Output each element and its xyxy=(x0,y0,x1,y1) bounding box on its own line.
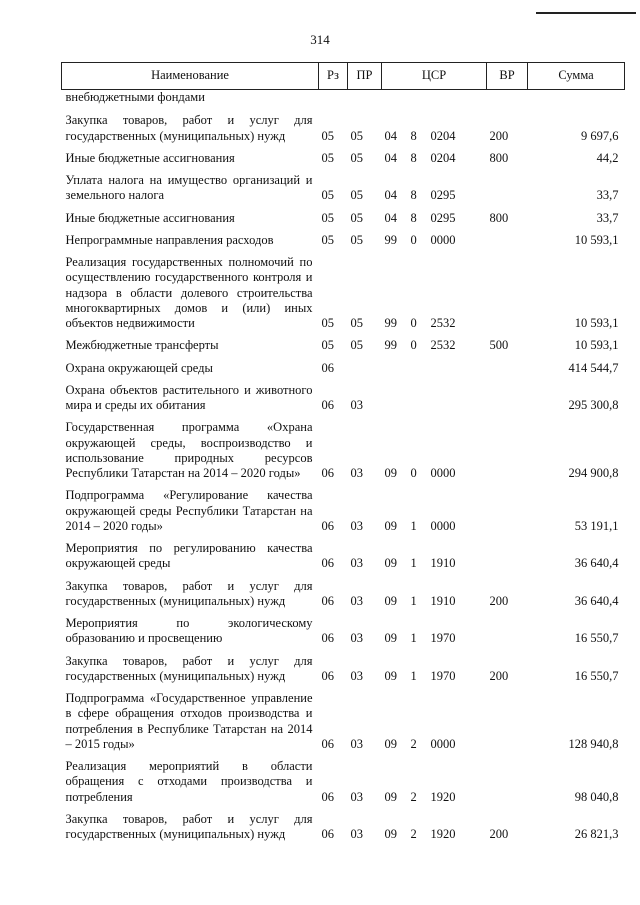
cell-csr-subprogram: 2 xyxy=(410,789,417,804)
cell-csr-direction: 1970 xyxy=(430,668,456,683)
cell-rz: 05 xyxy=(321,232,334,247)
cell-sum: 128 940,8 xyxy=(568,736,619,751)
cell-csr-program: 09 xyxy=(384,593,397,608)
cell-csr-direction: 0295 xyxy=(430,210,456,225)
table-row xyxy=(62,611,625,649)
cell-csr-program: 04 xyxy=(384,210,397,225)
cell-name: Закупка товаров, работ и услуг для государственных (муниципальных) нужд xyxy=(65,653,313,683)
cell-name: Непрограммные направления расходов xyxy=(65,232,274,247)
cell-csr-subprogram: 8 xyxy=(410,128,417,143)
cell-name: Мероприятия по экологическому образованию и просвещению xyxy=(65,616,313,646)
table-row xyxy=(62,686,625,754)
table-row xyxy=(62,108,625,146)
cell-vr: 200 xyxy=(489,668,509,683)
table-row xyxy=(62,206,625,228)
cell-csr-direction xyxy=(428,356,487,378)
cell-csr-direction: 1970 xyxy=(430,631,456,646)
cell-csr-direction: 1920 xyxy=(430,827,456,841)
table-row xyxy=(62,649,625,687)
cell-csr-direction: 1910 xyxy=(430,593,456,608)
cell-vr xyxy=(487,90,528,109)
cell-name: Охрана объектов растительного и животного мира и среды их обитания xyxy=(65,382,313,412)
cell-csr-direction xyxy=(428,378,487,416)
table-row xyxy=(62,250,625,333)
cell-vr xyxy=(487,611,528,649)
page-number: 314 xyxy=(310,32,330,47)
cell-vr xyxy=(487,754,528,807)
cell-pr: 03 xyxy=(350,668,363,683)
cell-vr: 800 xyxy=(489,210,509,225)
cell-sum: 295 300,8 xyxy=(568,398,619,412)
cell-pr: 05 xyxy=(350,128,363,143)
cell-csr-subprogram xyxy=(408,356,428,378)
cell-csr-program: 99 xyxy=(384,232,397,247)
cell-csr-subprogram: 8 xyxy=(410,150,417,165)
cell-rz: 05 xyxy=(321,210,334,225)
cell-rz: 06 xyxy=(321,518,334,533)
cell-sum: 10 593,1 xyxy=(574,232,619,247)
cell-vr: 200 xyxy=(489,128,509,143)
cell-csr-subprogram: 8 xyxy=(410,188,417,203)
cell-csr-subprogram xyxy=(408,90,428,109)
cell-csr-program: 09 xyxy=(384,556,397,571)
header-rz: Рз xyxy=(319,63,348,90)
cell-csr-subprogram: 1 xyxy=(410,631,417,646)
cell-vr xyxy=(487,415,528,483)
cell-csr-program: 04 xyxy=(384,128,397,143)
table-row xyxy=(62,228,625,250)
cell-csr-program xyxy=(382,356,408,378)
cell-csr-direction: 1910 xyxy=(430,556,456,571)
table-row xyxy=(62,168,625,206)
cell-csr-subprogram: 0 xyxy=(410,466,417,480)
header-pr: ПР xyxy=(348,63,382,90)
table-row xyxy=(62,415,625,483)
cell-name: Закупка товаров, работ и услуг для государственных (муниципальных) нужд xyxy=(65,578,313,608)
cell-sum: 16 550,7 xyxy=(574,631,619,646)
cell-pr: 03 xyxy=(350,466,363,480)
cell-pr: 03 xyxy=(350,789,363,804)
header-sum: Сумма xyxy=(528,63,625,90)
cell-csr-direction: 2532 xyxy=(430,316,456,330)
cell-name: Реализация государственных полномочий по осуществлению государственного контроля и надзора в области долевого строительства многоквартирных домов и (или) иных объектов недвижимости xyxy=(65,255,313,330)
cell-pr: 03 xyxy=(350,827,363,841)
cell-csr-direction: 0000 xyxy=(430,466,456,480)
cell-csr-program: 09 xyxy=(384,789,397,804)
table-row xyxy=(62,378,625,416)
header-name: Наименование xyxy=(62,63,319,90)
table-row xyxy=(62,356,625,378)
cell-sum: 33,7 xyxy=(596,210,619,225)
cell-csr-subprogram: 0 xyxy=(410,316,417,330)
cell-csr-program: 09 xyxy=(384,466,397,480)
cell-csr-subprogram: 0 xyxy=(410,338,417,353)
cell-rz: 06 xyxy=(321,556,334,571)
cell-csr-direction xyxy=(428,90,487,109)
cell-sum: 53 191,1 xyxy=(574,518,619,533)
top-rule xyxy=(536,12,636,14)
table-header-row xyxy=(62,63,625,90)
cell-name: Закупка товаров, работ и услуг для государственных (муниципальных) нужд xyxy=(65,113,313,143)
cell-pr: 03 xyxy=(350,518,363,533)
cell-rz: 06 xyxy=(321,466,334,480)
cell-pr: 03 xyxy=(350,398,363,412)
table-row xyxy=(62,574,625,612)
cell-pr: 03 xyxy=(350,631,363,646)
cell-pr: 03 xyxy=(350,736,363,751)
table-row xyxy=(62,90,625,109)
cell-csr-direction: 0204 xyxy=(430,128,456,143)
cell-csr-program: 09 xyxy=(384,518,397,533)
cell-sum: 414 544,7 xyxy=(568,360,619,375)
cell-pr: 05 xyxy=(350,150,363,165)
cell-vr xyxy=(487,250,528,333)
cell-vr xyxy=(487,356,528,378)
cell-vr: 800 xyxy=(489,150,509,165)
cell-sum: 98 040,8 xyxy=(574,789,619,804)
cell-csr-subprogram: 1 xyxy=(410,518,417,533)
cell-csr-program: 09 xyxy=(384,668,397,683)
cell-csr-program xyxy=(382,90,408,109)
cell-csr-direction: 0295 xyxy=(430,188,456,203)
cell-csr-program xyxy=(382,378,408,416)
cell-csr-direction: 2532 xyxy=(430,338,456,353)
cell-rz: 05 xyxy=(321,188,334,203)
cell-pr: 05 xyxy=(350,188,363,203)
cell-sum: 10 593,1 xyxy=(574,338,619,353)
cell-sum: 9 697,6 xyxy=(581,128,619,143)
cell-pr: 05 xyxy=(350,210,363,225)
cell-name: Иные бюджетные ассигнования xyxy=(65,150,235,165)
cell-csr-program: 04 xyxy=(384,150,397,165)
cell-sum: 294 900,8 xyxy=(568,466,619,480)
cell-vr xyxy=(487,686,528,754)
cell-sum: 33,7 xyxy=(596,188,619,203)
cell-rz: 05 xyxy=(321,150,334,165)
cell-name: Подпрограмма «Регулирование качества окружающей среды Республики Татарстан на 2014 – 2020 годы» xyxy=(65,488,313,533)
cell-csr-program: 09 xyxy=(384,736,397,751)
budget-table xyxy=(61,62,625,844)
cell-rz: 05 xyxy=(321,338,334,353)
cell-name: Межбюджетные трансферты xyxy=(65,338,219,353)
cell-csr-subprogram: 1 xyxy=(410,668,417,683)
cell-csr-subprogram xyxy=(408,378,428,416)
cell-sum: 16 550,7 xyxy=(574,668,619,683)
cell-csr-subprogram: 2 xyxy=(410,736,417,751)
cell-name: Уплата налога на имущество организаций и земельного налога xyxy=(65,173,313,203)
cell-rz: 06 xyxy=(321,668,334,683)
table-row xyxy=(62,146,625,168)
cell-vr xyxy=(487,168,528,206)
table-row xyxy=(62,483,625,536)
cell-rz: 05 xyxy=(321,128,334,143)
cell-name: Государственная программа «Охрана окружающей среды, воспроизводство и использование природных ресурсов Республики Татарстан на 2014 – 2020 годы» xyxy=(65,420,313,480)
cell-csr-direction: 1920 xyxy=(430,789,456,804)
cell-pr xyxy=(348,90,382,109)
cell-csr-subprogram: 2 xyxy=(410,827,417,841)
cell-vr: 200 xyxy=(489,593,509,608)
cell-csr-direction: 0000 xyxy=(430,518,456,533)
cell-sum: 36 640,4 xyxy=(574,556,619,571)
cell-pr xyxy=(348,356,382,378)
table-row xyxy=(62,333,625,355)
header-csr: ЦСР xyxy=(382,63,487,90)
cell-name: Иные бюджетные ассигнования xyxy=(65,210,235,225)
cell-csr-direction: 0000 xyxy=(430,232,456,247)
table-body xyxy=(62,90,625,845)
cell-name: Закупка товаров, работ и услуг для государственных (муниципальных) нужд xyxy=(65,811,313,841)
cell-sum: 36 640,4 xyxy=(574,593,619,608)
cell-csr-program: 09 xyxy=(384,827,397,841)
cell-name: Охрана окружающей среды xyxy=(65,360,213,375)
cell-csr-subprogram: 8 xyxy=(410,210,417,225)
table-row xyxy=(62,536,625,574)
cell-sum: 44,2 xyxy=(596,150,619,165)
cell-pr: 05 xyxy=(350,316,363,330)
cell-rz: 05 xyxy=(321,316,334,330)
cell-csr-direction: 0204 xyxy=(430,150,456,165)
cell-rz: 06 xyxy=(321,398,334,412)
cell-rz: 06 xyxy=(321,789,334,804)
cell-sum: 26 821,3 xyxy=(574,827,619,841)
cell-name: внебюджетными фондами xyxy=(65,90,205,104)
cell-name: Подпрограмма «Государственное управление в сфере обращения отходов производства и потребления в Республике Татарстан на 2014 – 2015 годы» xyxy=(65,691,313,751)
cell-csr-program: 09 xyxy=(384,631,397,646)
cell-sum xyxy=(528,90,625,109)
cell-vr xyxy=(487,378,528,416)
header-vr: ВР xyxy=(487,63,528,90)
cell-pr: 05 xyxy=(350,338,363,353)
cell-csr-direction: 0000 xyxy=(430,736,456,751)
table-row xyxy=(62,754,625,807)
cell-vr xyxy=(487,228,528,250)
cell-rz: 06 xyxy=(321,631,334,646)
cell-pr: 05 xyxy=(350,232,363,247)
cell-pr: 03 xyxy=(350,593,363,608)
cell-csr-subprogram: 0 xyxy=(410,232,417,247)
cell-csr-subprogram: 1 xyxy=(410,593,417,608)
table-row xyxy=(62,807,625,845)
cell-rz: 06 xyxy=(321,736,334,751)
cell-csr-program: 99 xyxy=(384,316,397,330)
cell-pr: 03 xyxy=(350,556,363,571)
cell-name: Реализация мероприятий в области обращения с отходами производства и потребления xyxy=(65,759,313,804)
cell-sum: 10 593,1 xyxy=(574,316,619,330)
cell-rz: 06 xyxy=(321,593,334,608)
cell-csr-program: 04 xyxy=(384,188,397,203)
cell-vr: 500 xyxy=(489,338,509,353)
cell-vr xyxy=(487,483,528,536)
cell-vr xyxy=(487,536,528,574)
cell-csr-program: 99 xyxy=(384,338,397,353)
cell-rz: 06 xyxy=(321,827,334,841)
cell-csr-subprogram: 1 xyxy=(410,556,417,571)
cell-rz xyxy=(319,90,348,109)
cell-vr: 200 xyxy=(489,827,509,841)
cell-rz: 06 xyxy=(321,360,334,375)
cell-name: Мероприятия по регулированию качества окружающей среды xyxy=(65,541,313,571)
